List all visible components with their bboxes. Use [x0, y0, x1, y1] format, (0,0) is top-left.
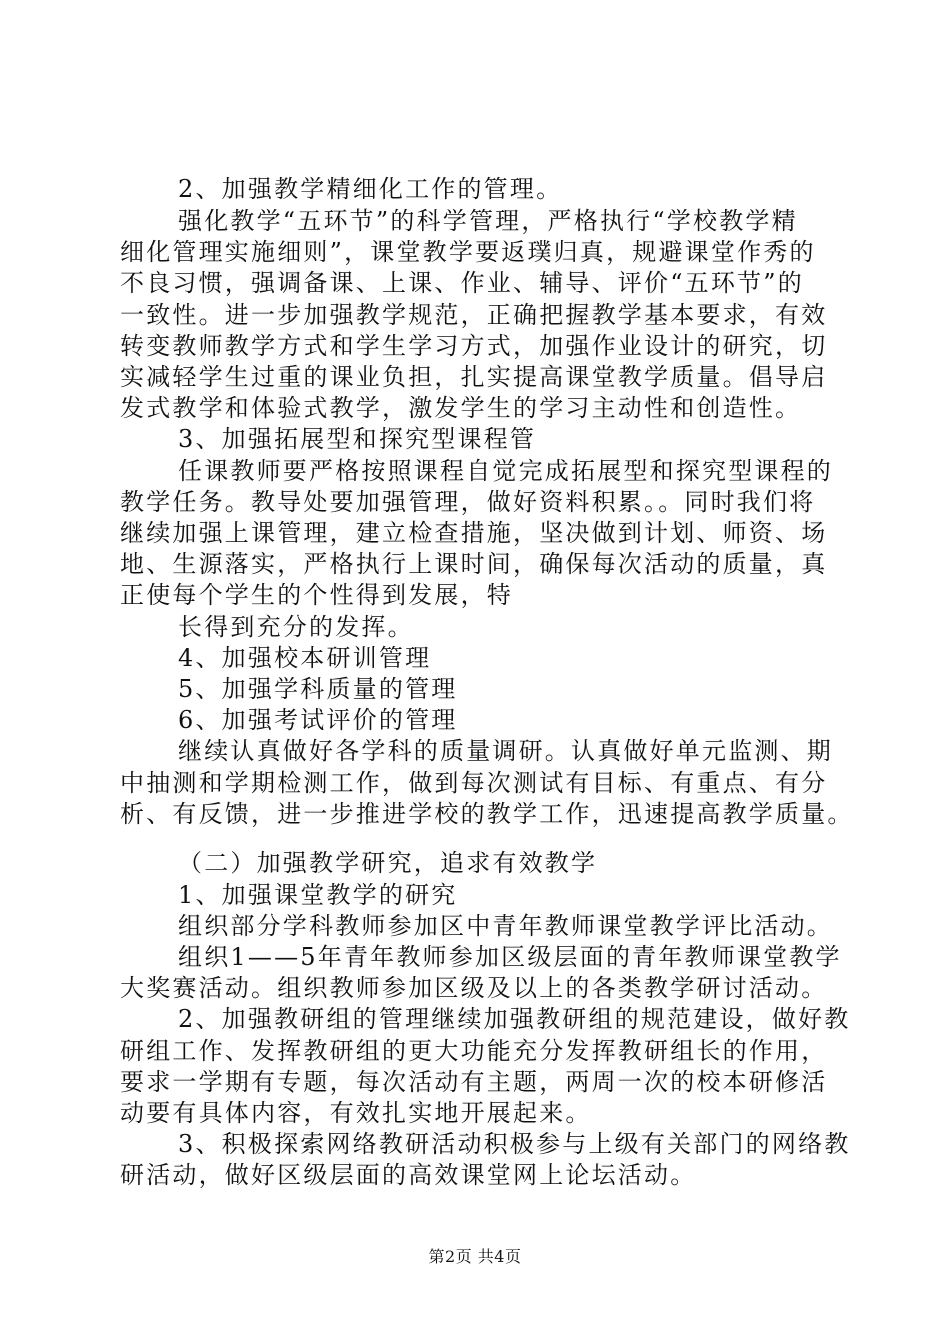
page-footer: 第2页 共4页: [428, 1247, 522, 1266]
paragraph-line: 教学任务。教导处要加强管理，做好资料积累。。同时我们将: [120, 488, 816, 516]
heading-item-3: 3、加强拓展型和探究型课程管: [178, 425, 537, 453]
paragraph-line: 任课教师要严格按照课程自觉完成拓展型和探究型课程的: [178, 457, 833, 485]
paragraph-line: 发式教学和体验式教学，激发学生的学习主动性和创造性。: [120, 394, 802, 422]
paragraph-line: 地、生源落实，严格执行上课时间，确保每次活动的质量，真: [120, 550, 828, 578]
heading-item-5: 5、加强学科质量的管理: [178, 675, 458, 703]
paragraph-line: 研活动，做好区级层面的高效课堂网上论坛活动。: [120, 1161, 697, 1189]
paragraph-line: 动要有具体内容，有效扎实地开展起来。: [120, 1099, 592, 1127]
paragraph-line: 继续认真做好各学科的质量调研。认真做好单元监测、期: [178, 737, 833, 765]
paragraph-line: 正使每个学生的个性得到发展，特: [120, 581, 513, 609]
paragraph-line: 要求一学期有专题，每次活动有主题，两周一次的校本研修活: [120, 1068, 828, 1096]
paragraph-line: 3、积极探索网络教研活动积极参与上级有关部门的网络教: [178, 1130, 851, 1158]
heading-item-6: 6、加强考试评价的管理: [178, 706, 458, 734]
paragraph-line: 中抽测和学期检测工作，做到每次测试有目标、有重点、有分: [120, 769, 828, 797]
paragraph-line: 转变教师教学方式和学生学习方式，加强作业设计的研究，切: [120, 332, 828, 360]
paragraph-line: 细化管理实施细则”，课堂教学要返璞归真，规避课堂作秀的: [120, 238, 816, 266]
heading-item-4: 4、加强校本研训管理: [178, 644, 432, 672]
paragraph-line: 组织1——5年青年教师参加区级层面的青年教师课堂教学: [178, 943, 842, 971]
paragraph-line: 实减轻学生过重的课业负担，扎实提高课堂教学质量。倡导启: [120, 363, 828, 391]
section-heading: （二）加强教学研究，追求有效教学: [178, 849, 598, 877]
paragraph-line: 析、有反馈，进一步推进学校的教学工作，迅速提高教学质量。: [120, 800, 854, 828]
paragraph-line: 不良习惯，强调备课、上课、作业、辅导、评价“五环节”的: [120, 269, 804, 297]
paragraph-line: 继续加强上课管理，建立检查措施，坚决做到计划、师资、场: [120, 519, 828, 547]
paragraph-line: 研组工作、发挥教研组的更大功能充分发挥教研组长的作用，: [120, 1037, 828, 1065]
paragraph-line: 长得到充分的发挥。: [178, 613, 414, 641]
paragraph-line: 大奖赛活动。组织教师参加区级及以上的各类教学研讨活动。: [120, 974, 828, 1002]
paragraph-line: 一致性。进一步加强教学规范，正确把握教学基本要求，有效: [120, 301, 828, 329]
paragraph-line: 2、加强教研组的管理继续加强教研组的规范建设，做好教: [178, 1005, 851, 1033]
paragraph-line: 组织部分学科教师参加区中青年教师课堂教学评比活动。: [178, 912, 833, 940]
paragraph-line: 强化教学“五环节”的科学管理，严格执行“学校教学精: [178, 207, 798, 235]
heading-item-2: 2、加强教学精细化工作的管理。: [178, 175, 563, 203]
heading-item-1: 1、加强课堂教学的研究: [178, 881, 458, 909]
